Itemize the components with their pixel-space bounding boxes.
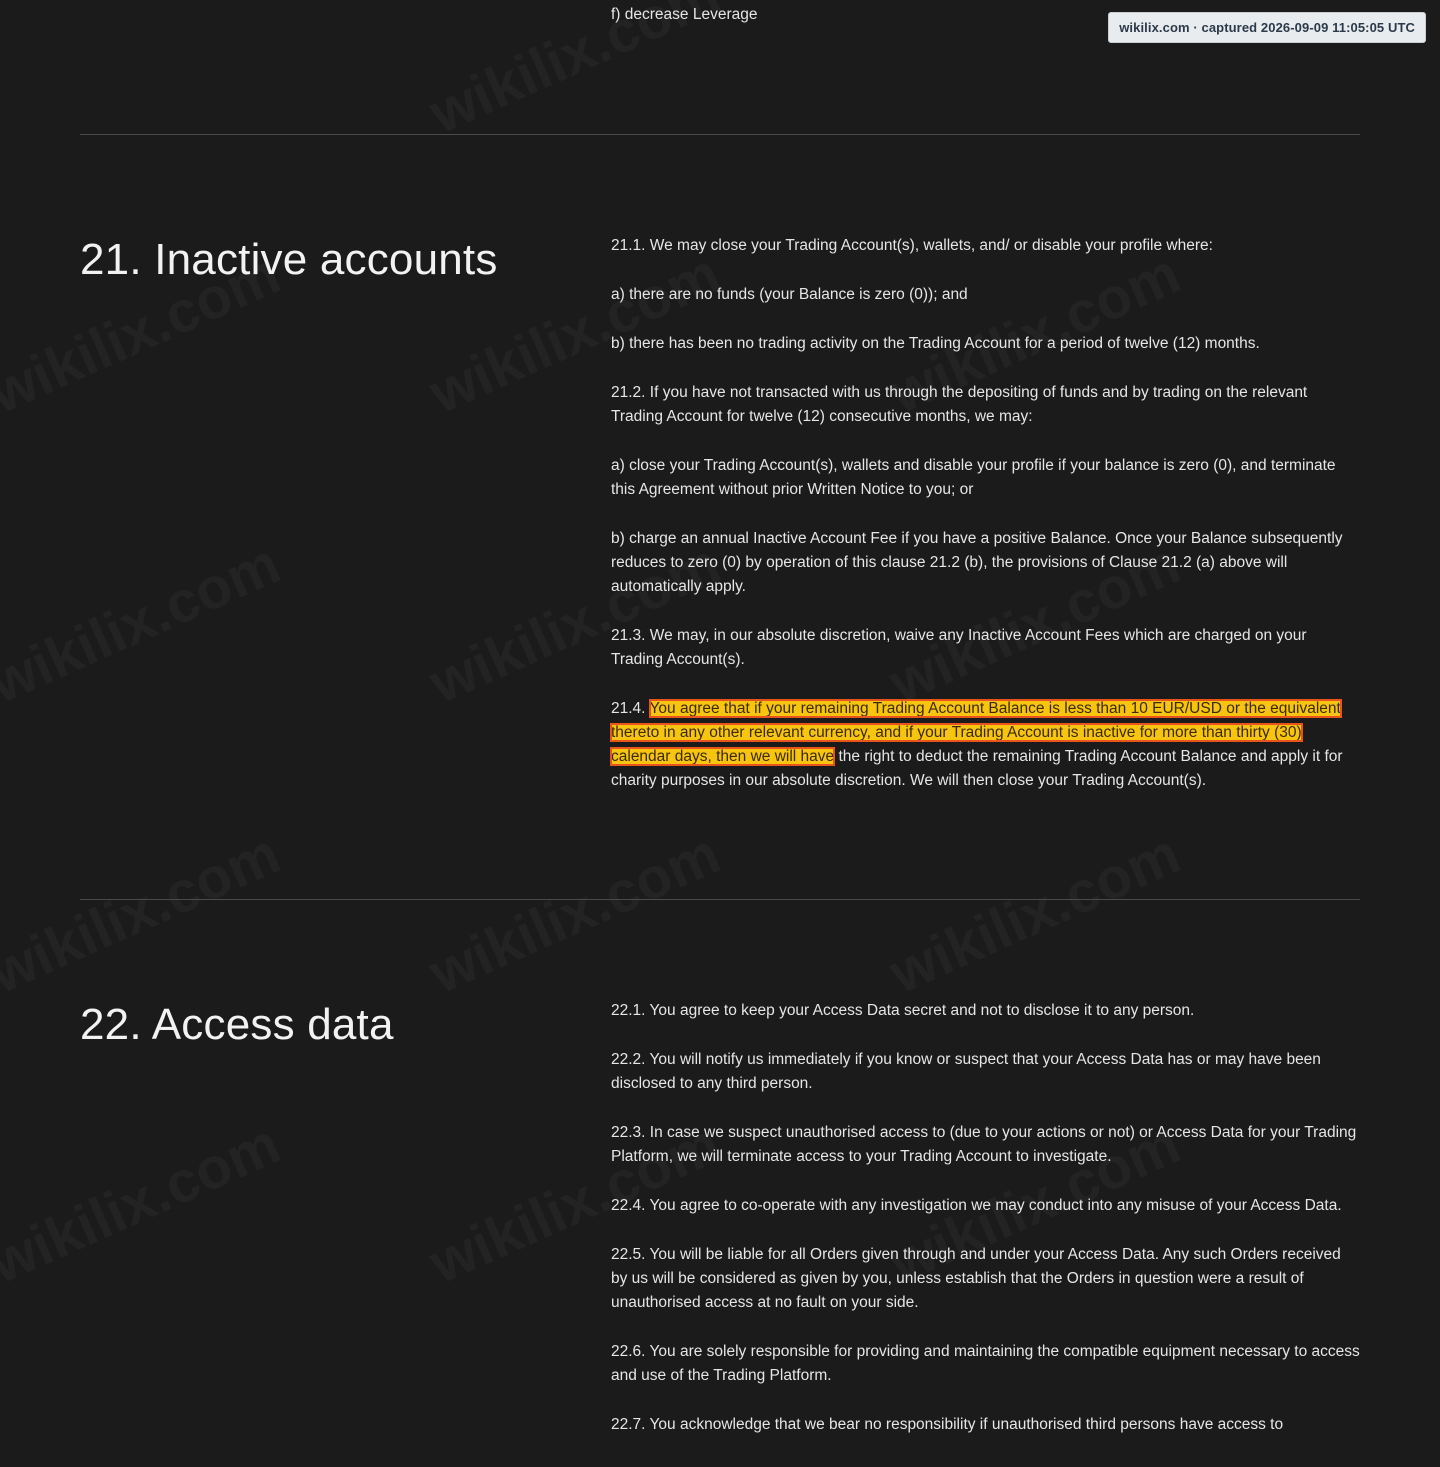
section-body-inactive-accounts <box>611 234 1361 818</box>
clause-paragraph: 22.7. You acknowledge that we bear no responsibility if unauthorised third persons have access to <box>611 1416 1284 1433</box>
clause-paragraph: a) close your Trading Account(s), wallets and disable your profile if your balance is zero (0), and terminate this Agreement without prior Written Notice to you; or <box>611 457 1336 498</box>
highlighted-text: You agree that if your remaining Trading Account Balance is less than 10 EUR/USD or the equivalent thereto in any other relevant currency, and if your Trading Account is inactive for more than thirty (30) calendar days, then we will have <box>611 700 1341 765</box>
clause-paragraph: 22.4. You agree to co-operate with any investigation we may conduct into any misuse of your Access Data. <box>611 1197 1342 1214</box>
clause-paragraph: a) there are no funds (your Balance is zero (0)); and <box>611 286 968 303</box>
clause-paragraph: 21.2. If you have not transacted with us through the depositing of funds and by trading on the relevant Trading Account for twelve (12) consecutive months, we may: <box>611 384 1308 425</box>
clause-text: the right to deduct the remaining Trading Account Balance and apply it for charity purposes in our absolute discretion. We will then close your Trading Account(s). <box>611 748 1343 789</box>
clause-paragraph: 22.1. You agree to keep your Access Data secret and not to disclose it to any person. <box>611 1002 1195 1019</box>
watermark <box>0 820 290 1007</box>
clause-paragraph: 21.1. We may close your Trading Account(s), wallets, and/ or disable your profile where: <box>611 237 1213 254</box>
clause-paragraph: 22.2. You will notify us immediately if you know or suspect that your Access Data has or may have been disclosed to any third person. <box>611 1051 1321 1092</box>
clause-paragraph: 22.3. In case we suspect unauthorised access to (due to your actions or not) or Access Data for your Trading Platform, we will terminate access to your Trading Account to investigate. <box>611 1124 1357 1165</box>
clause-paragraph: b) charge an annual Inactive Account Fee if you have a positive Balance. Once your Balance subsequently reduces to zero (0) by operation of this clause 21.2 (b), the provisions of Clause 21.2 (a) above will automatically apply. <box>611 530 1343 595</box>
watermark <box>0 530 290 717</box>
section-title-access-data: 22. Access data <box>80 1000 394 1049</box>
capture-badge: wikilix.com · captured 2026-09-09 11:05:05 UTC <box>1108 12 1426 43</box>
section-title-inactive-accounts: 21. Inactive accounts <box>80 235 498 284</box>
clause-paragraph: 22.6. You are solely responsible for providing and maintaining the compatible equipment necessary to access and use of the Trading Platform. <box>611 1343 1360 1384</box>
watermark <box>420 820 730 1007</box>
previous-section-tail: f) decrease Leverage <box>611 6 758 23</box>
clause-paragraph: b) there has been no trading activity on the Trading Account for a period of twelve (12) months. <box>611 335 1260 352</box>
watermark <box>0 1110 290 1297</box>
section-divider <box>80 899 1360 900</box>
clause-paragraph: 22.5. You will be liable for all Orders given through and under your Access Data. Any such Orders received by us will be considered as given by you, unless establish that the Orders in question were a result of unauthorised access at no fault on your side. <box>611 1246 1341 1311</box>
section-divider <box>80 134 1360 135</box>
clause-number: 21.4. <box>611 700 650 717</box>
clause-paragraph-highlighted <box>611 697 1361 793</box>
watermark <box>880 820 1190 1007</box>
section-body-access-data <box>611 999 1361 1462</box>
clause-paragraph: 21.3. We may, in our absolute discretion, waive any Inactive Account Fees which are charged on your Trading Account(s). <box>611 627 1307 668</box>
